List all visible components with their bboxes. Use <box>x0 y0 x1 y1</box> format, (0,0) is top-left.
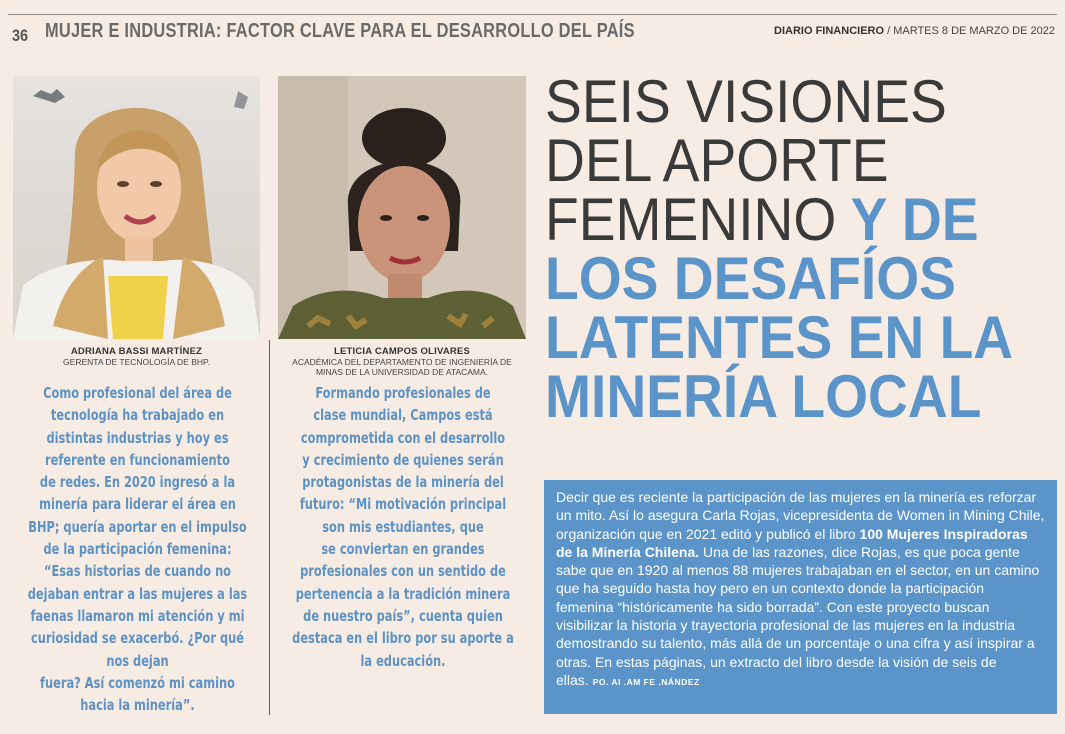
quote-line: nos dejan <box>106 651 169 670</box>
quote-leticia <box>282 382 524 672</box>
quote-line: futuro: “Mi motivación principal <box>299 495 507 514</box>
headline-thin-part: FEMENINO <box>545 186 837 253</box>
profile-role: GERENTA DE TECNOLOGÍA DE BHP. <box>63 357 210 367</box>
quote-line: la educación. <box>360 651 446 670</box>
quote-line: de nuestro país”, cuenta quien <box>303 606 503 625</box>
profile-role: MINAS DE LA UNIVERSIDAD DE ATACAMA. <box>315 367 489 377</box>
column-divider <box>269 340 270 715</box>
intro-text: Decir que es reciente la participación de las mujeres en la minería es reforzar un mito. Así lo asegura Carla Rojas, vicepresidenta de Women in Mining Chile, organización que en 2021 editó y publicó el libro <box>556 489 1045 542</box>
headline-line: LATENTES EN LA <box>545 304 1014 371</box>
caption-adriana <box>13 346 260 367</box>
masthead <box>774 25 1055 37</box>
headline-line <box>545 186 1023 253</box>
book-title: 100 Mujeres Inspiradoras de la Minería Chilena. <box>556 525 1028 560</box>
profile-name: ADRIANA BASSI MARTÍNEZ <box>70 346 203 357</box>
article-headline <box>545 68 1065 430</box>
headline-line: LOS DESAFÍOS <box>545 245 956 312</box>
quote-line: Como profesional del área de <box>43 384 232 402</box>
masthead-date: / MARTES 8 DE MARZO DE 2022 <box>884 25 1055 37</box>
portrait-photo-leticia <box>278 76 526 339</box>
quote-line: son mis estudiantes, que <box>322 517 484 536</box>
quote-line: “Esas historias de cuando no <box>43 562 232 581</box>
quote-adriana <box>18 382 257 716</box>
quote-line: Formando profesionales de <box>315 384 491 402</box>
intro-text: Una de las razones, dice Rojas, es que poca gente sabe que en 1920 al menos 88 mujeres trabajaban en el sector, en un camino que ha seguido hasta hoy pero en un contexto donde la participación femenina “históricamente ha sido borrada”. Con este proyecto buscan visibilizar la historia y trayectoria profesional de las mujeres en la industria demostrando su talento, más allá de un porcentaje o una cifra y así inspirar a otras. En estas páginas, un extracto del libro desde la visión de seis de ellas. <box>556 543 1040 688</box>
caption-leticia <box>278 346 526 377</box>
page-number: 36 <box>12 26 29 45</box>
quote-line: y crecimiento de quienes serán <box>302 450 504 469</box>
portrait-photo-adriana <box>13 76 260 339</box>
section-title: MUJER E INDUSTRIA: FACTOR CLAVE PARA EL DESARROLLO DEL PAÍS <box>45 20 635 42</box>
quote-line: pertenencia a la tradición minera <box>295 584 511 603</box>
byline: PO. AI .AM FE .NÁNDEZ <box>592 676 700 687</box>
headline-line: SEIS VISIONES <box>545 68 947 135</box>
quote-line: fuera? Así comenzó mi camino <box>40 673 235 692</box>
quote-line: protagonistas de la minería del <box>302 473 504 492</box>
top-rule <box>8 14 1057 15</box>
quote-line: distintas industrias y hoy es <box>46 428 229 447</box>
quote-line: BHP; quería aportar en el impulso <box>28 517 247 536</box>
quote-line: comprometida con el desarrollo <box>300 428 506 447</box>
quote-line: de redes. En 2020 ingresó a la <box>39 473 236 492</box>
quote-line: dejaban entrar a las mujeres a las <box>27 584 248 603</box>
profile-name: LETICIA CAMPOS OLIVARES <box>333 346 471 357</box>
headline-line: MINERÍA LOCAL <box>545 363 982 430</box>
quote-line: faenas llamaron mi atención y mi <box>30 606 245 625</box>
headline-line: DEL APORTE <box>545 127 889 194</box>
quote-line: clase mundial, Campos está <box>313 406 493 425</box>
quote-line: hacia la minería”. <box>80 696 195 715</box>
quote-line: tecnología ha trabajado en <box>50 406 225 425</box>
quote-line: de la participación femenina: <box>43 540 232 559</box>
quote-line: profesionales con un sentido de <box>300 562 506 581</box>
quote-line: destaca en el libro por su aporte a <box>292 629 514 648</box>
quote-line: curiosidad se exacerbó. ¿Por qué <box>31 629 244 648</box>
intro-box <box>544 480 1057 714</box>
profile-role: ACADÉMICA DEL DEPARTAMENTO DE INGENIERÍA DE <box>292 357 512 367</box>
headline-bold-part: Y DE <box>836 186 979 253</box>
masthead-brand: DIARIO FINANCIERO <box>774 25 885 37</box>
quote-line: se conviertan en grandes <box>321 540 485 559</box>
quote-line: minería para liderar el área en <box>39 495 236 514</box>
quote-line: referente en funcionamiento <box>45 450 230 469</box>
